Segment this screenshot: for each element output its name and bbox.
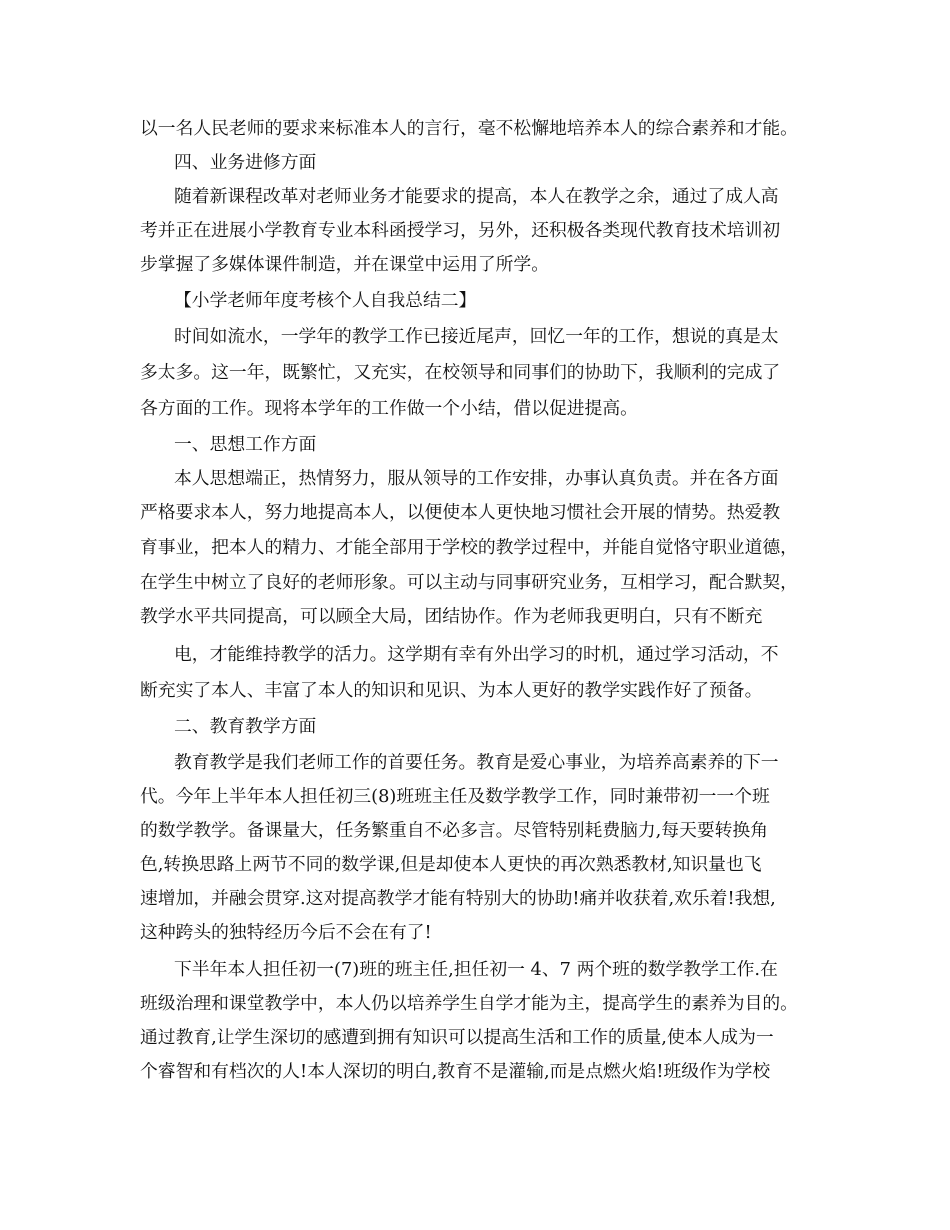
body-line: 速增加，并融会贯穿.这对提高教学才能有特别大的协助!痛并收获着,欢乐着!我想,: [140, 888, 776, 909]
body-line: 以一名人民老师的要求来标准本人的言行，毫不松懈地培养本人的综合素养和才能。: [140, 118, 798, 139]
body-line: 教育教学是我们老师工作的首要任务。教育是爱心事业，为培养高素养的下一: [174, 752, 779, 773]
body-line: 育事业，把本人的精力、才能全部用于学校的教学过程中，并能自觉恪守职业道德，: [140, 537, 798, 558]
body-line: 色,转换思路上两节不同的数学课,但是却使本人更快的再次熟悉教材,知识量也飞: [140, 854, 762, 875]
section-title: 【小学老师年度考核个人自我总结二】: [174, 290, 477, 311]
section-heading: 一、思想工作方面: [174, 434, 317, 455]
section-heading: 二、教育教学方面: [174, 716, 317, 737]
body-line: 班级治理和课堂教学中，本人仍以培养学生自学才能为主，提高学生的素养为目的。: [140, 993, 798, 1014]
body-line: 断充实了本人、丰富了本人的知识和见识、为本人更好的教学实践作好了预备。: [140, 680, 763, 701]
body-line: 各方面的工作。现将本学年的工作做一个小结，借以促进提高。: [140, 398, 638, 419]
body-line: 的数学教学。备课量大，任务繁重自不必多言。尽管特别耗费脑力,每天要转换角: [140, 820, 768, 841]
body-line: 教学水平共同提高，可以顾全大局，团结协作。作为老师我更明白，只有不断充: [140, 606, 763, 627]
body-line: 下半年本人担任初一(7)班的班主任,担任初一 4、7 两个班的数学教学工作.在: [174, 959, 778, 980]
body-line: 考并正在进展小学教育专业本科函授学习，另外，还积极各类现代教育技术培训初: [140, 220, 781, 241]
body-line: 步掌握了多媒体课件制造，并在课堂中运用了所学。: [140, 254, 549, 275]
body-line: 随着新课程改革对老师业务才能要求的提高，本人在教学之余，通过了成人高: [174, 186, 779, 207]
body-line: 电，才能维持教学的活力。这学期有幸有外出学习的时机，通过学习活动，不: [174, 644, 779, 665]
body-line: 严格要求本人，努力地提高本人，以便使本人更快地习惯社会开展的情势。热爱教: [140, 502, 781, 523]
body-line: 在学生中树立了良好的老师形象。可以主动与同事研究业务，互相学习，配合默契，: [140, 572, 798, 593]
body-line: 通过教育,让学生深切的感遭到拥有知识可以提高生活和工作的质量,使本人成为一: [140, 1027, 774, 1048]
body-line: 代。今年上半年本人担任初三(8)班班主任及数学教学工作，同时兼带初一一个班: [140, 786, 770, 807]
section-heading: 四、业务进修方面: [174, 152, 317, 173]
body-line: 个睿智和有档次的人!本人深切的明白,教育不是灌输,而是点燃火焰!班级作为学校: [140, 1061, 771, 1082]
body-line: 本人思想端正，热情努力，服从领导的工作安排，办事认真负责。并在各方面: [174, 468, 779, 489]
body-line: 多太多。这一年，既繁忙，又充实，在校领导和同事们的协助下，我顺利的完成了: [140, 362, 781, 383]
body-line: 这种跨头的独特经历今后不会在有了!: [140, 922, 432, 943]
body-line: 时间如流水，一学年的教学工作已接近尾声，回忆一年的工作，想说的真是太: [174, 326, 779, 347]
